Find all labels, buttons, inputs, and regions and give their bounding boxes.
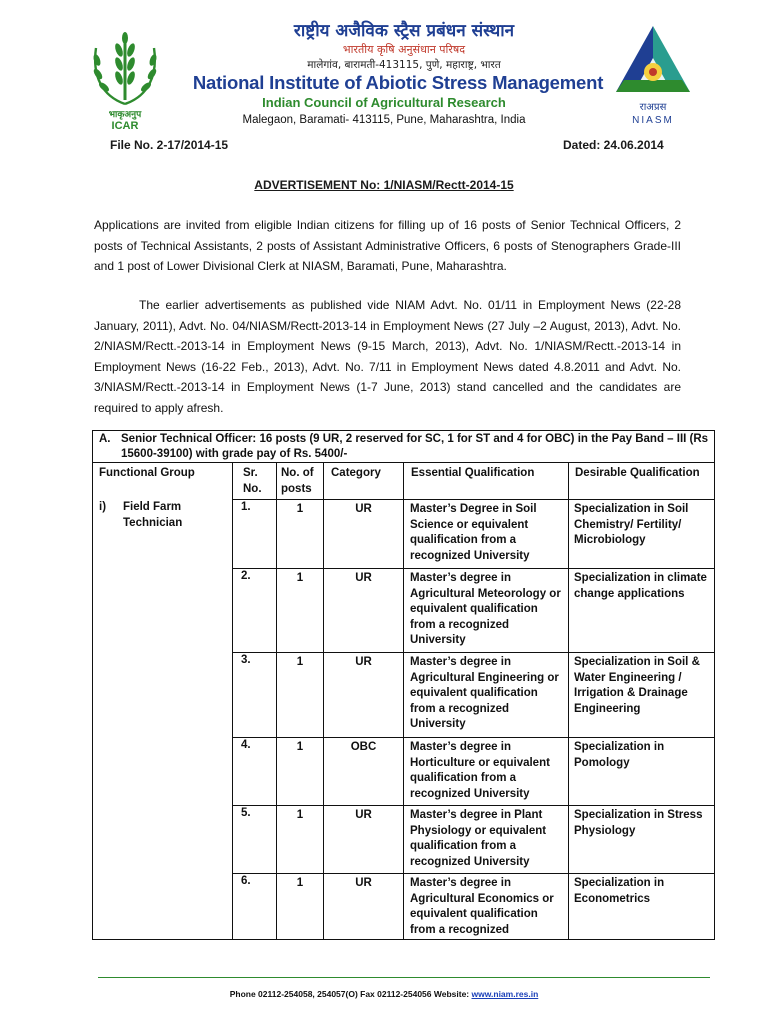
- table-row-sr: 6.: [241, 875, 251, 887]
- table-row-essential: Master’s degree in Agricultural Meteorology or equivalent qualification from a recognized University: [410, 572, 561, 646]
- col-no-of-posts: No. of posts: [281, 467, 314, 495]
- table-row-category: UR: [355, 572, 372, 584]
- table-row-category: UR: [355, 809, 372, 821]
- col-desirable-qualification: Desirable Qualification: [575, 467, 700, 479]
- table-row-posts: 1: [296, 656, 304, 668]
- table-row-sr: 2.: [241, 570, 251, 582]
- table-row-desirable: Specialization in Soil Chemistry/ Fertility/ Microbiology: [574, 503, 689, 546]
- table-row-category: UR: [355, 656, 372, 668]
- institute-address: Malegaon, Baramati- 413115, Pune, Maharashtra, India: [242, 114, 526, 126]
- table-row-desirable: Specialization in Pomology: [574, 741, 665, 769]
- intro-paragraph: Applications are invited from eligible Indian citizens for filling up of 16 posts of Senior Technical Officers, 2 posts of Technical Assistants, 2 posts of Assistant Administrative Officers, 6 posts of Stenographers Grade-III and 1 post of Lower Divisional Clerk at NIASM, Baramati, Pune, Maharashtra.: [94, 218, 681, 273]
- table-row-desirable: Specialization in Stress Physiology: [574, 809, 703, 837]
- table-row-essential: Master’s degree in Plant Physiology or equivalent qualification from a recognized University: [410, 809, 547, 868]
- table-row-sr: 5.: [241, 807, 251, 819]
- col-essential-qualification: Essential Qualification: [411, 467, 535, 479]
- table-row-posts: 1: [296, 572, 304, 584]
- group-number: i): [99, 501, 107, 513]
- table-row-essential: Master’s degree in Agricultural Economics or equivalent qualification from a recognized: [410, 877, 554, 936]
- cancellation-paragraph: The earlier advertisements as published vide NIAM Advt. No. 01/11 in Employment News (22-28 January, 2011), Advt. No. 04/NIASM/Rectt-2013-14 in Employment News (27 July –2 August, 2013), Advt. No. 2/NIASM/Rectt.-2013-14 in Employment News (9-15 March, 2013), Advt. No. 1/NIASM/Rectt.-2013-14 in Employment News (16-22 Feb., 2013), Advt. No. 7/11 in Employment News dated 4.8.2011 and Advt. No. 3/NIASM/Rectt.-2013-14 in Employment News (1-7 June, 2013) stand cancelled and the candidates are required to apply afresh.: [94, 298, 681, 415]
- file-number: File No. 2-17/2014-15: [110, 138, 229, 152]
- table-row-sr: 4.: [241, 739, 251, 751]
- table-row-category: UR: [355, 503, 372, 515]
- col-sr-no: Sr. No.: [243, 467, 262, 495]
- table-row-sr: 3.: [241, 654, 251, 666]
- table-row-category: UR: [355, 877, 372, 889]
- advertisement-title: ADVERTISEMENT No: 1/NIASM/Rectt-2014-15: [254, 178, 514, 192]
- section-letter: A.: [99, 433, 111, 445]
- table-row-essential: Master’s degree in Horticulture or equivalent qualification from a recognized University: [410, 741, 550, 800]
- table-row-essential: Master’s Degree in Soil Science or equivalent qualification from a recognized University: [410, 503, 537, 562]
- council-name-hindi: भारतीय कृषि अनुसंधान परिषद: [342, 43, 466, 56]
- niasm-logo-text: NIASM: [632, 115, 674, 126]
- table-row-essential: Master’s degree in Agricultural Engineering or equivalent qualification from a recognized University: [410, 656, 559, 730]
- niasm-logo-hindi: राअप्रस: [639, 102, 667, 113]
- col-functional-group: Functional Group: [99, 467, 195, 479]
- table-row-posts: 1: [296, 809, 304, 821]
- footer-divider: [98, 977, 710, 978]
- table-row-posts: 1: [296, 877, 304, 889]
- section-title: Senior Technical Officer: 16 posts (9 UR, 2 reserved for SC, 1 for ST and 4 for OBC) in the Pay Band – III (Rs 15600-39100) with grade pay of Rs. 5400/-: [121, 433, 709, 460]
- footer-contact: [0, 989, 768, 999]
- document-date: Dated: 24.06.2014: [563, 138, 664, 152]
- table-row-desirable: Specialization in Soil & Water Engineering / Irrigation & Drainage Engineering: [574, 656, 700, 715]
- posts-table: [92, 430, 715, 940]
- footer-contact-text: Phone 02112-254058, 254057(O) Fax 02112-254056 Website:: [229, 989, 472, 999]
- website-link[interactable]: www.niam.res.in: [471, 989, 539, 999]
- icar-logo-text: ICAR: [111, 120, 139, 132]
- table-row-category: OBC: [350, 741, 377, 753]
- table-row-posts: 1: [296, 503, 304, 515]
- col-category: Category: [331, 467, 381, 479]
- table-row-posts: 1: [296, 741, 304, 753]
- group-name: Field Farm Technician: [123, 501, 183, 529]
- institute-name: National Institute of Abiotic Stress Management: [192, 72, 604, 93]
- council-name: Indian Council of Agricultural Research: [262, 95, 506, 110]
- table-row-desirable: Specialization in Econometrics: [574, 877, 665, 905]
- institute-name-hindi: राष्ट्रीय अजैविक स्ट्रैस प्रबंधन संस्थान: [293, 21, 515, 41]
- table-row-sr: 1.: [241, 501, 251, 513]
- table-row-desirable: Specialization in climate change applications: [574, 572, 707, 600]
- address-hindi: मालेगांव, बारामती-413115, पुणे, महाराष्ट्र, भारत: [307, 59, 501, 71]
- icar-logo-hindi: भाकृअनुप: [108, 110, 142, 120]
